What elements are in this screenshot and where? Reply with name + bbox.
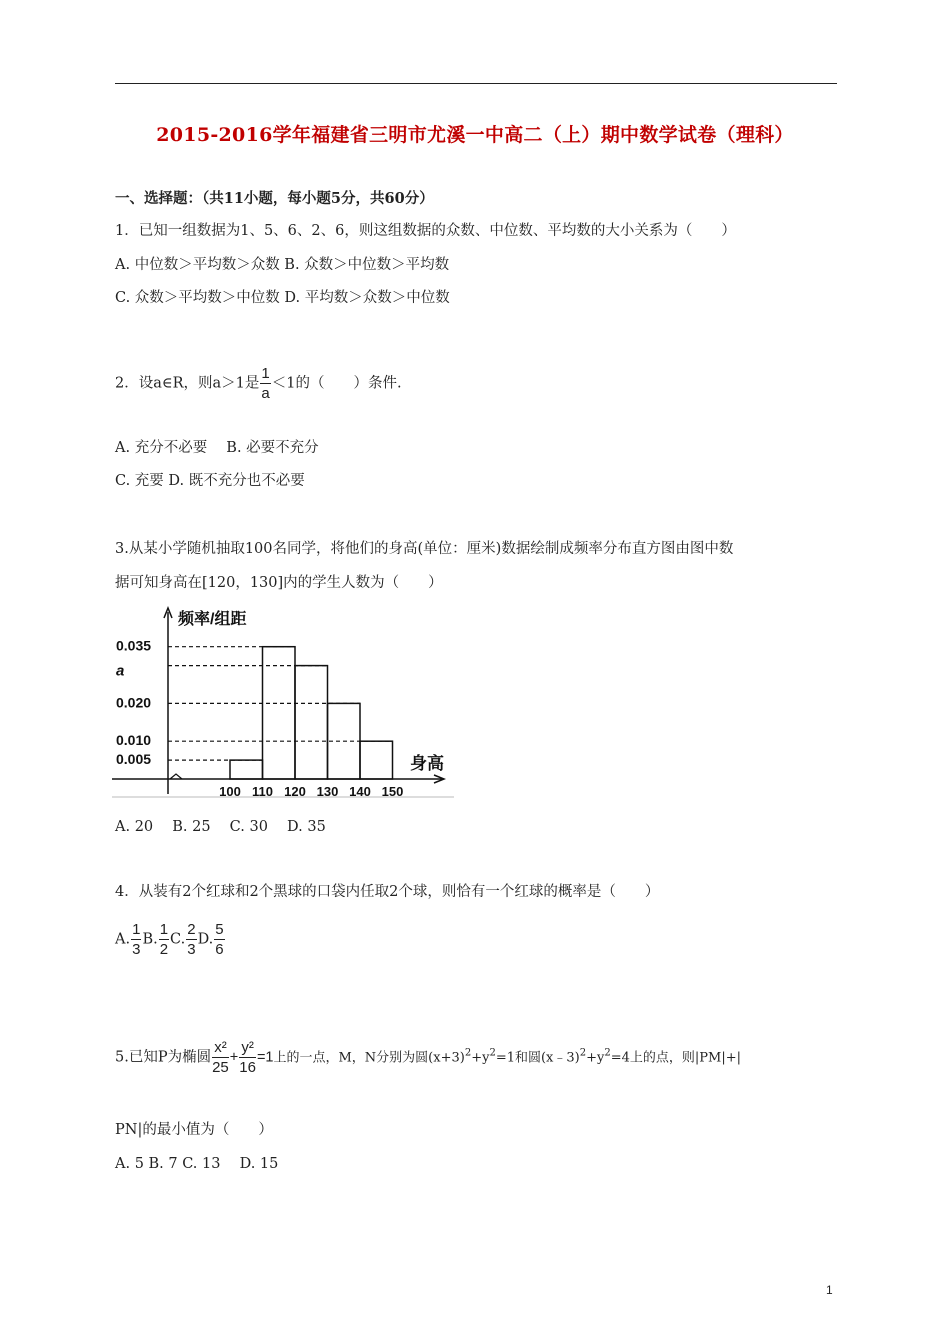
q5-options: A. 5 B. 7 C. 13 D. 15 — [115, 1156, 279, 1172]
q2-frac-num: 1 — [261, 365, 270, 382]
q1-options-ab: A. 中位数＞平均数＞众数 B. 众数＞中位数＞平均数 — [115, 257, 450, 273]
q2-frac-den: a — [261, 385, 270, 402]
x-axis-label: 身高 — [410, 754, 444, 773]
q4-option-fraction — [186, 922, 196, 957]
q2-options-ab: A. 充分不必要 B. 必要不充分 — [115, 440, 319, 456]
q4-option-den: 3 — [132, 941, 141, 958]
histogram-bar — [360, 741, 393, 779]
q3-options: A. 20 B. 25 C. 30 D. 35 — [115, 819, 326, 835]
q4-option-label: D. — [197, 931, 214, 948]
x-tick-label: 110 — [252, 784, 273, 799]
x-tick-label: 140 — [349, 784, 371, 799]
q2-text-post: ＜1的（ ）条件. — [271, 375, 402, 392]
q4-option-label: C. — [170, 931, 186, 948]
histogram-bar — [230, 760, 263, 779]
q2-text-pre: 2．设a∈R，则a＞1是 — [115, 375, 260, 392]
q5-text — [115, 1040, 741, 1075]
histogram-chart — [112, 606, 454, 800]
q5-sup3: 2 — [579, 1047, 587, 1059]
q4-option-fraction — [131, 922, 141, 957]
q5-eq: =1 — [256, 1049, 274, 1066]
header-rule — [115, 83, 837, 84]
q5-fraction-x — [212, 1040, 229, 1075]
q4-options — [115, 922, 226, 957]
q5-text-mid: 上的一点，M，N分别为圆(x+3) — [273, 1050, 465, 1066]
chart-title: 频率/组距 — [178, 611, 247, 628]
q5-text-pre: 5.已知P为椭圆 — [115, 1049, 212, 1066]
q4-option-label: B. — [142, 931, 158, 948]
q4-option-den: 6 — [215, 941, 224, 958]
q5-fraction-y — [239, 1040, 256, 1075]
q4-option-fraction — [159, 922, 169, 957]
q5-sup1: 2 — [464, 1047, 472, 1059]
q5-text-mid2: +y — [471, 1050, 490, 1066]
histogram-bar — [263, 647, 296, 779]
q2-text — [115, 366, 402, 401]
q2-fraction — [260, 366, 270, 401]
q5-text-mid3: =1和圆(x﹣3) — [495, 1050, 580, 1066]
q4-option-den: 3 — [187, 941, 196, 958]
q5-text-end: =4上的点，则|PM|+| — [610, 1050, 741, 1066]
q5-frac1-num: x² — [212, 1040, 229, 1058]
q4-option-num: 1 — [132, 921, 141, 938]
q4-option-fraction — [214, 922, 224, 957]
q3-text-line1: 3.从某小学随机抽取100名同学，将他们的身高(单位：厘米)数据绘制成频率分布直方图由图中数 — [115, 541, 734, 557]
q4-option-num: 5 — [215, 921, 224, 938]
x-tick-label: 120 — [284, 784, 306, 799]
y-tick-label: 0.035 — [116, 637, 152, 654]
q4-option-num: 2 — [187, 921, 196, 938]
section-heading: 一、选择题：（共11小题，每小题5分，共60分） — [115, 190, 434, 207]
page-title: 2015-2016学年福建省三明市尤溪一中高二（上）期中数学试卷（理科） — [156, 124, 794, 146]
y-tick-label: 0.020 — [116, 694, 152, 711]
q5-text-mid4: +y — [586, 1050, 605, 1066]
q5-sup4: 2 — [604, 1047, 611, 1059]
histogram-bar — [295, 666, 328, 779]
q4-text: 4．从装有2个红球和2个黑球的口袋内任取2个球，则恰有一个红球的概率是（ ） — [115, 884, 660, 900]
q5-frac2-num: y² — [239, 1040, 256, 1058]
q4-option-den: 2 — [159, 941, 169, 958]
q3-text-line2: 据可知身高在[120，130]内的学生人数为（ ） — [115, 575, 443, 591]
y-tick-label: a — [116, 662, 125, 680]
x-tick-label: 150 — [381, 784, 404, 799]
q1-options-cd: C. 众数＞平均数＞中位数 D. 平均数＞众数＞中位数 — [115, 290, 450, 306]
q5-frac1-den: 25 — [212, 1059, 229, 1076]
x-tick-label: 100 — [219, 784, 241, 799]
q5-plus: + — [229, 1049, 239, 1066]
q4-option-label: A. — [115, 931, 131, 948]
q1-text: 1．已知一组数据为1、5、6、2、6，则这组数据的众数、中位数、平均数的大小关系为（ ） — [115, 223, 736, 239]
q2-options-cd: C. 充要 D. 既不充分也不必要 — [115, 473, 305, 489]
y-tick-label: 0.010 — [116, 732, 152, 749]
q5-frac2-den: 16 — [239, 1059, 256, 1076]
q5-text-line2: PN|的最小值为（ ） — [115, 1122, 273, 1138]
x-tick-label: 130 — [316, 784, 339, 799]
page-number: 1 — [826, 1283, 833, 1297]
q5-sup2: 2 — [489, 1047, 496, 1059]
y-tick-label: 0.005 — [116, 751, 152, 768]
q4-option-num: 1 — [159, 921, 169, 938]
